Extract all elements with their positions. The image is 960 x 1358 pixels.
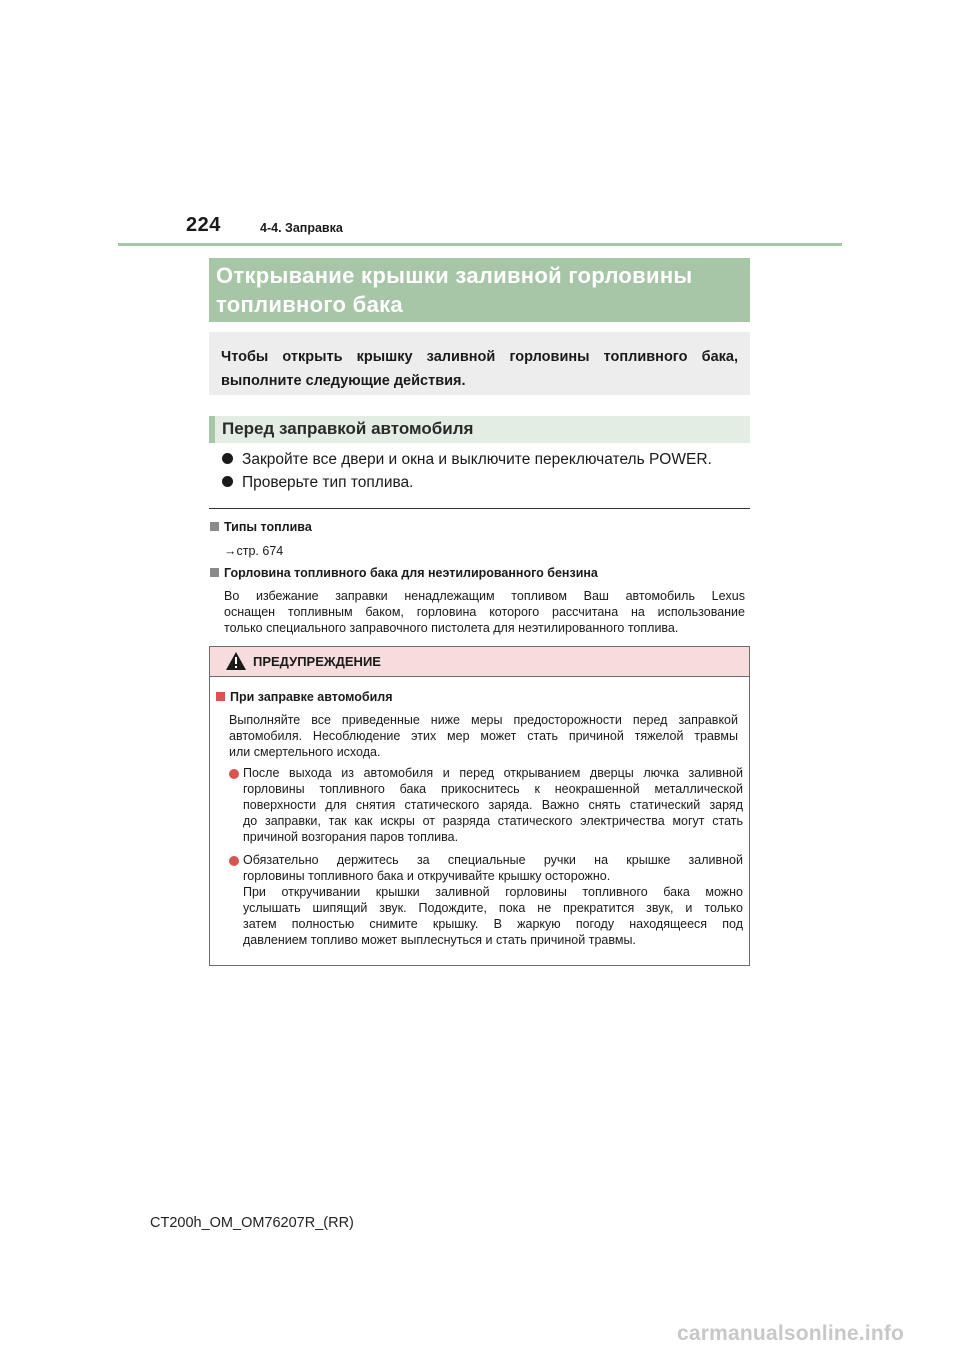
paragraph-line: Обязательно держитесь за специальные ручки на крышке заливной — [243, 853, 743, 867]
page-reference — [224, 543, 283, 559]
bullet-text: Закройте все двери и окна и выключите переключатель POWER. — [242, 451, 712, 468]
paragraph-line: Выполняйте все приведенные ниже меры предосторожности перед заправкой — [229, 713, 738, 727]
paragraph-line: услышать шипящий звук. Подождите, пока не прекратится звук, и только — [243, 901, 743, 915]
paragraph-line: до заправки, так как искры от разряда статического электричества могут стать — [243, 814, 743, 828]
document-code: CT200h_OM_OM76207R_(RR) — [150, 1215, 354, 1231]
paragraph-line: давлением топливо может выплеснуться и стать причиной травмы. — [243, 933, 636, 947]
page-title — [209, 258, 750, 322]
intro-line1: Чтобы открыть крышку заливной горловины топливного бака, — [221, 349, 738, 365]
warning-bullet-1 — [243, 765, 743, 845]
paragraph-line: После выхода из автомобиля и перед открыванием дверцы лючка заливной — [243, 766, 743, 780]
square-bullet-icon — [210, 522, 219, 531]
warning-bullet-2 — [243, 852, 743, 948]
bullet-dot-icon — [222, 476, 233, 487]
subheading-title: Перед заправкой автомобиля — [222, 419, 474, 438]
paragraph-line: причиной возгорания паров топлива. — [243, 830, 459, 844]
bullet-text: Проверьте тип топлива. — [242, 474, 414, 491]
warning-triangle-icon — [225, 651, 247, 671]
paragraph-line: горловины топливного бака прикоснитесь к неокрашенной металлической — [243, 782, 743, 796]
paragraph-line: затем полностью снимите крышку. В жаркую погоду находящееся под — [243, 917, 743, 931]
red-bullet-icon — [229, 769, 239, 779]
arrow-right-icon: → — [224, 544, 237, 558]
square-bullet-icon — [216, 692, 225, 701]
bullet-item — [222, 474, 413, 492]
watermark: carmanualsonline.info — [677, 1322, 905, 1345]
warning-subheading-text: При заправке автомобиля — [230, 690, 393, 704]
square-bullet-icon — [210, 568, 219, 577]
paragraph-line: поверхности для снятия статического заряда. Важно снять статический заряд — [243, 798, 743, 812]
bullet-item — [222, 451, 712, 469]
note-paragraph-unleaded — [224, 588, 745, 636]
header-divider — [118, 243, 842, 246]
page-title-line2: топливного бака — [216, 292, 403, 317]
warning-label: ПРЕДУПРЕЖДЕНИЕ — [253, 654, 381, 669]
paragraph-line: Во избежание заправки ненадлежащим топливом Ваш автомобиль Lexus — [224, 589, 745, 603]
section-divider — [209, 508, 750, 509]
bullet-dot-icon — [222, 453, 233, 464]
paragraph-line: или смертельного исхода. — [229, 745, 381, 759]
paragraph-line: При откручивании крышки заливной горловины топливного бака можно — [243, 885, 743, 899]
page-reference-text: стр. 674 — [236, 544, 284, 558]
note-heading-text: Типы топлива — [224, 520, 312, 534]
paragraph-line: только специального заправочного пистолета для неэтилированного топлива. — [224, 621, 679, 635]
paragraph-line: оснащен топливным баком, горловина которого рассчитана на использование — [224, 605, 745, 619]
paragraph-line: автомобиля. Несоблюдение этих мер может стать причиной тяжелой травмы — [229, 729, 738, 743]
red-bullet-icon — [229, 856, 239, 866]
note-heading-fuel-types — [210, 520, 312, 534]
warning-intro — [229, 712, 738, 760]
paragraph-line: горловины топливного бака и откручивайте крышку осторожно. — [243, 869, 611, 883]
page-title-line1: Открывание крышки заливной горловины — [216, 263, 693, 288]
intro-line2: выполните следующие действия. — [221, 373, 466, 389]
note-heading-unleaded — [210, 566, 598, 580]
section-label: 4-4. Заправка — [260, 221, 343, 235]
warning-subheading — [216, 690, 393, 704]
note-heading-text: Горловина топливного бака для неэтилированного бензина — [224, 566, 598, 580]
page-number: 224 — [186, 214, 221, 236]
subheading-accent-bar — [209, 416, 215, 443]
intro-box — [209, 332, 750, 395]
